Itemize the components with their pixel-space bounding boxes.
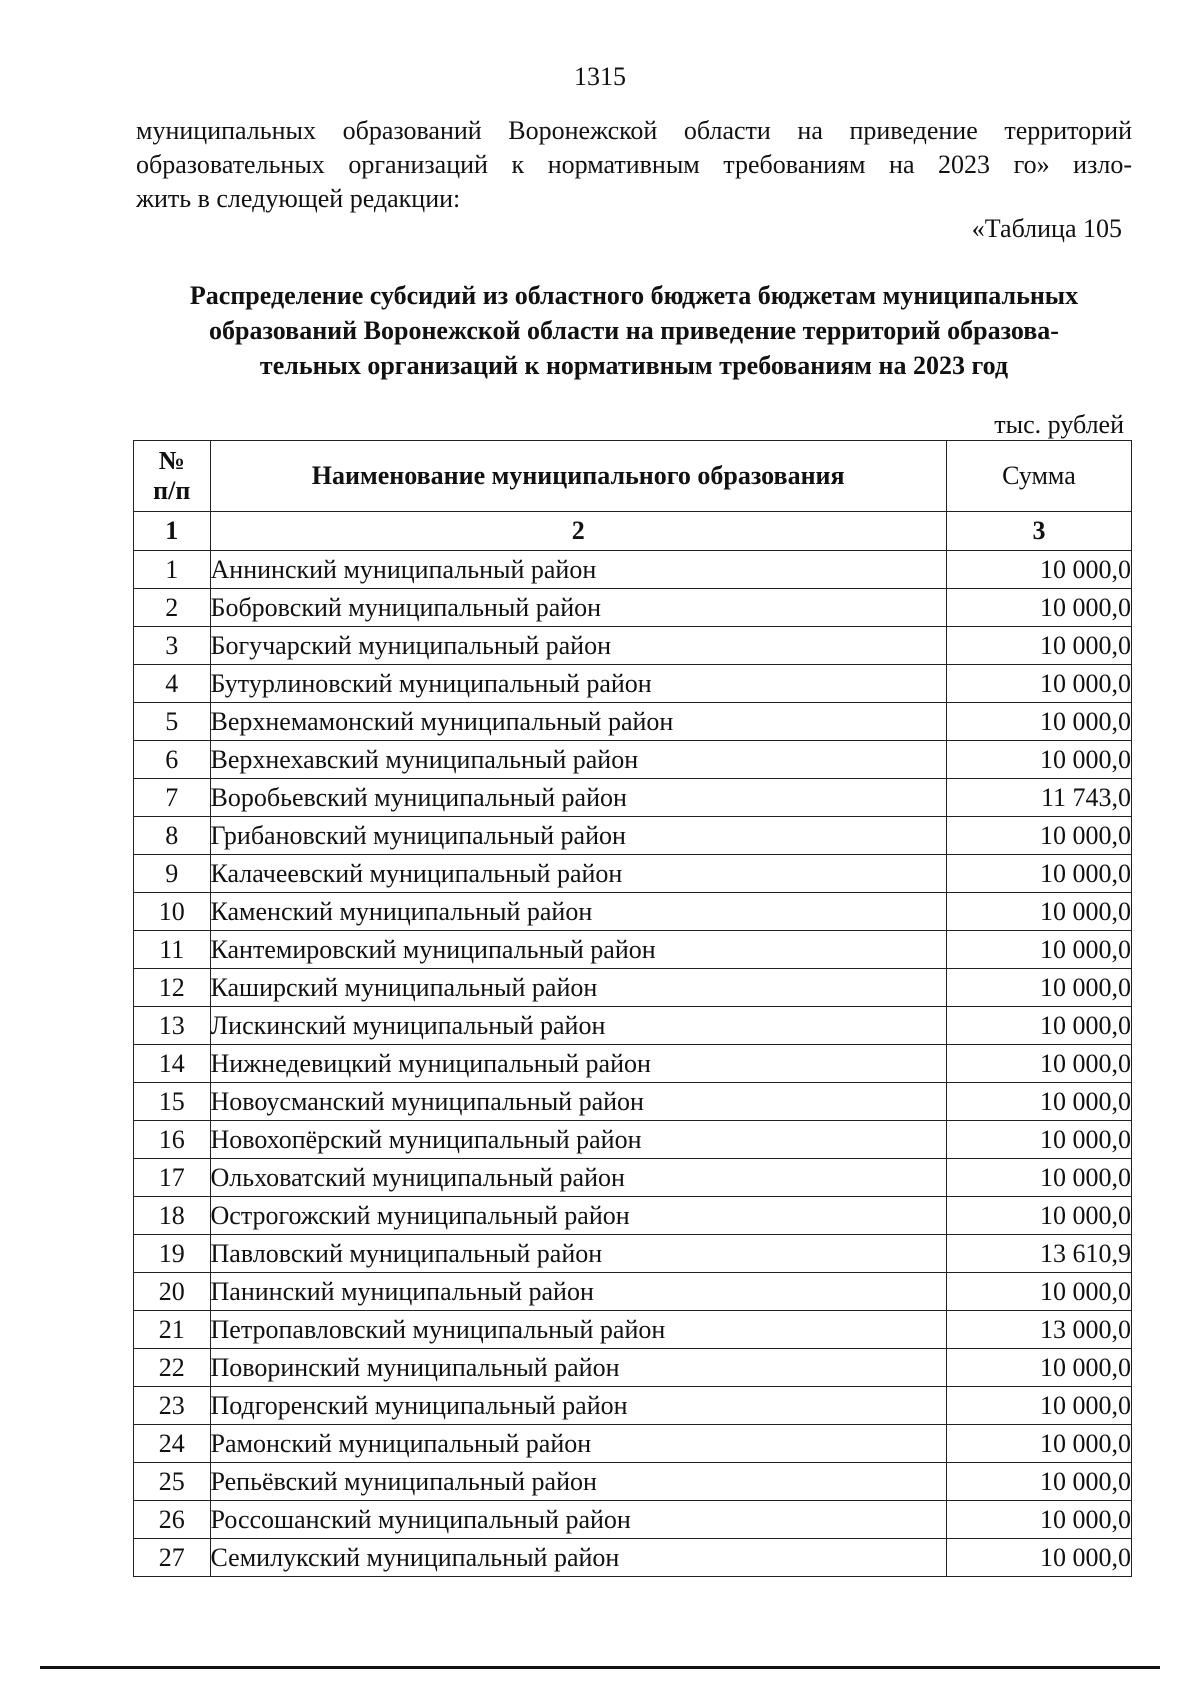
row-number: 19 <box>134 1235 211 1273</box>
municipality-name: Бутурлиновский муниципальный район <box>210 665 946 703</box>
subsidy-amount: 10 000,0 <box>946 1007 1131 1045</box>
municipality-name: Россошанский муниципальный район <box>210 1501 946 1539</box>
municipality-name: Репьёвский муниципальный район <box>210 1463 946 1501</box>
index-cell: 3 <box>946 512 1131 551</box>
table-row <box>134 817 1132 855</box>
subsidy-amount: 10 000,0 <box>946 1121 1131 1159</box>
subsidy-amount: 10 000,0 <box>946 817 1131 855</box>
subsidy-amount: 10 000,0 <box>946 1197 1131 1235</box>
row-number: 1 <box>134 551 211 589</box>
table-row <box>134 1083 1132 1121</box>
subsidy-amount: 10 000,0 <box>946 1349 1131 1387</box>
subsidy-amount: 10 000,0 <box>946 551 1131 589</box>
table-header-row <box>134 441 1132 512</box>
table-row <box>134 969 1132 1007</box>
municipality-name: Грибановский муниципальный район <box>210 817 946 855</box>
municipality-name: Воробьевский муниципальный район <box>210 779 946 817</box>
row-number: 14 <box>134 1045 211 1083</box>
table-row <box>134 1197 1132 1235</box>
row-number: 18 <box>134 1197 211 1235</box>
row-number: 13 <box>134 1007 211 1045</box>
subsidy-amount: 10 000,0 <box>946 627 1131 665</box>
intro-line: жить в следующей редакции: <box>136 184 461 213</box>
document-title <box>136 278 1132 383</box>
row-number: 25 <box>134 1463 211 1501</box>
table-row <box>134 1273 1132 1311</box>
municipality-name: Ольховатский муниципальный район <box>210 1159 946 1197</box>
municipality-name: Богучарский муниципальный район <box>210 627 946 665</box>
table-row <box>134 1501 1132 1539</box>
index-cell: 1 <box>134 512 211 551</box>
row-number: 15 <box>134 1083 211 1121</box>
table-row <box>134 589 1132 627</box>
subsidy-amount: 10 000,0 <box>946 1083 1131 1121</box>
municipality-name: Бобровский муниципальный район <box>210 589 946 627</box>
table-row <box>134 1159 1132 1197</box>
subsidy-amount: 10 000,0 <box>946 969 1131 1007</box>
subsidy-amount: 10 000,0 <box>946 1273 1131 1311</box>
row-number: 9 <box>134 855 211 893</box>
row-number: 27 <box>134 1539 211 1577</box>
title-line: образований Воронежской области на приведение территорий образова- <box>209 316 1059 345</box>
row-number: 10 <box>134 893 211 931</box>
municipality-name: Нижнедевицкий муниципальный район <box>210 1045 946 1083</box>
municipality-name: Калачеевский муниципальный район <box>210 855 946 893</box>
subsidy-amount: 10 000,0 <box>946 931 1131 969</box>
subsidy-amount: 10 000,0 <box>946 703 1131 741</box>
subsidy-amount: 10 000,0 <box>946 1045 1131 1083</box>
table-row <box>134 741 1132 779</box>
municipality-name: Петропавловский муниципальный район <box>210 1311 946 1349</box>
municipality-name: Поворинский муниципальный район <box>210 1349 946 1387</box>
table-row <box>134 1235 1132 1273</box>
intro-paragraph <box>136 114 1132 216</box>
table-index-row <box>134 512 1132 551</box>
table-row <box>134 627 1132 665</box>
table-row <box>134 665 1132 703</box>
footer-divider <box>40 1666 1160 1669</box>
row-number: 4 <box>134 665 211 703</box>
municipality-name: Аннинский муниципальный район <box>210 551 946 589</box>
table-row <box>134 1121 1132 1159</box>
subsidy-amount: 10 000,0 <box>946 1387 1131 1425</box>
row-number: 5 <box>134 703 211 741</box>
row-number: 8 <box>134 817 211 855</box>
subsidy-amount: 13 000,0 <box>946 1311 1131 1349</box>
header-name: Наименование муниципального образования <box>210 441 946 512</box>
municipality-name: Острогожский муниципальный район <box>210 1197 946 1235</box>
table-row <box>134 1007 1132 1045</box>
table-row <box>134 779 1132 817</box>
subsidy-amount: 10 000,0 <box>946 665 1131 703</box>
municipality-name: Панинский муниципальный район <box>210 1273 946 1311</box>
subsidy-amount: 10 000,0 <box>946 589 1131 627</box>
row-number: 12 <box>134 969 211 1007</box>
municipality-name: Каменский муниципальный район <box>210 893 946 931</box>
subsidy-amount: 10 000,0 <box>946 893 1131 931</box>
units-label: тыс. рублей <box>994 410 1124 439</box>
municipality-name: Подгоренский муниципальный район <box>210 1387 946 1425</box>
row-number: 23 <box>134 1387 211 1425</box>
municipality-name: Новохопёрский муниципальный район <box>210 1121 946 1159</box>
subsidy-amount: 10 000,0 <box>946 1425 1131 1463</box>
table-reference: «Таблица 105 <box>971 214 1122 243</box>
table-row <box>134 1311 1132 1349</box>
intro-line: образовательных организаций к нормативным требованиям на 2023 го» изло- <box>136 150 1132 179</box>
table-row <box>134 931 1132 969</box>
table-body <box>134 551 1132 1577</box>
subsidy-table <box>133 440 1132 1577</box>
municipality-name: Кантемировский муниципальный район <box>210 931 946 969</box>
table-row <box>134 1387 1132 1425</box>
table-row <box>134 1539 1132 1577</box>
intro-line: муниципальных образований Воронежской области на приведение территорий <box>136 116 1132 145</box>
table-row <box>134 703 1132 741</box>
title-line: Распределение субсидий из областного бюджета бюджетам муниципальных <box>189 281 1079 310</box>
municipality-name: Семилукский муниципальный район <box>210 1539 946 1577</box>
row-number: 26 <box>134 1501 211 1539</box>
row-number: 24 <box>134 1425 211 1463</box>
municipality-name: Павловский муниципальный район <box>210 1235 946 1273</box>
row-number: 7 <box>134 779 211 817</box>
header-number <box>134 441 211 512</box>
subsidy-amount: 11 743,0 <box>946 779 1131 817</box>
row-number: 17 <box>134 1159 211 1197</box>
subsidy-amount: 10 000,0 <box>946 1159 1131 1197</box>
header-sum: Сумма <box>946 441 1131 512</box>
municipality-name: Верхнехавский муниципальный район <box>210 741 946 779</box>
table-row <box>134 1045 1132 1083</box>
row-number: 16 <box>134 1121 211 1159</box>
header-number-symbol: № <box>158 446 185 475</box>
index-cell: 2 <box>210 512 946 551</box>
subsidy-amount: 13 610,9 <box>946 1235 1131 1273</box>
subsidy-amount: 10 000,0 <box>946 855 1131 893</box>
subsidy-amount: 10 000,0 <box>946 1463 1131 1501</box>
title-line: тельных организаций к нормативным требованиям на 2023 год <box>259 351 1009 380</box>
table-row <box>134 855 1132 893</box>
table-row <box>134 1463 1132 1501</box>
municipality-name: Лискинский муниципальный район <box>210 1007 946 1045</box>
municipality-name: Рамонский муниципальный район <box>210 1425 946 1463</box>
row-number: 21 <box>134 1311 211 1349</box>
subsidy-amount: 10 000,0 <box>946 1539 1131 1577</box>
row-number: 20 <box>134 1273 211 1311</box>
municipality-name: Каширский муниципальный район <box>210 969 946 1007</box>
page-number: 1315 <box>574 62 626 91</box>
row-number: 2 <box>134 589 211 627</box>
row-number: 3 <box>134 627 211 665</box>
header-number-abbr: п/п <box>153 476 191 505</box>
municipality-name: Верхнемамонский муниципальный район <box>210 703 946 741</box>
row-number: 6 <box>134 741 211 779</box>
municipality-name: Новоусманский муниципальный район <box>210 1083 946 1121</box>
table-row <box>134 1425 1132 1463</box>
row-number: 11 <box>134 931 211 969</box>
row-number: 22 <box>134 1349 211 1387</box>
table-row <box>134 1349 1132 1387</box>
table-row <box>134 893 1132 931</box>
subsidy-amount: 10 000,0 <box>946 1501 1131 1539</box>
subsidy-amount: 10 000,0 <box>946 741 1131 779</box>
table-row <box>134 551 1132 589</box>
